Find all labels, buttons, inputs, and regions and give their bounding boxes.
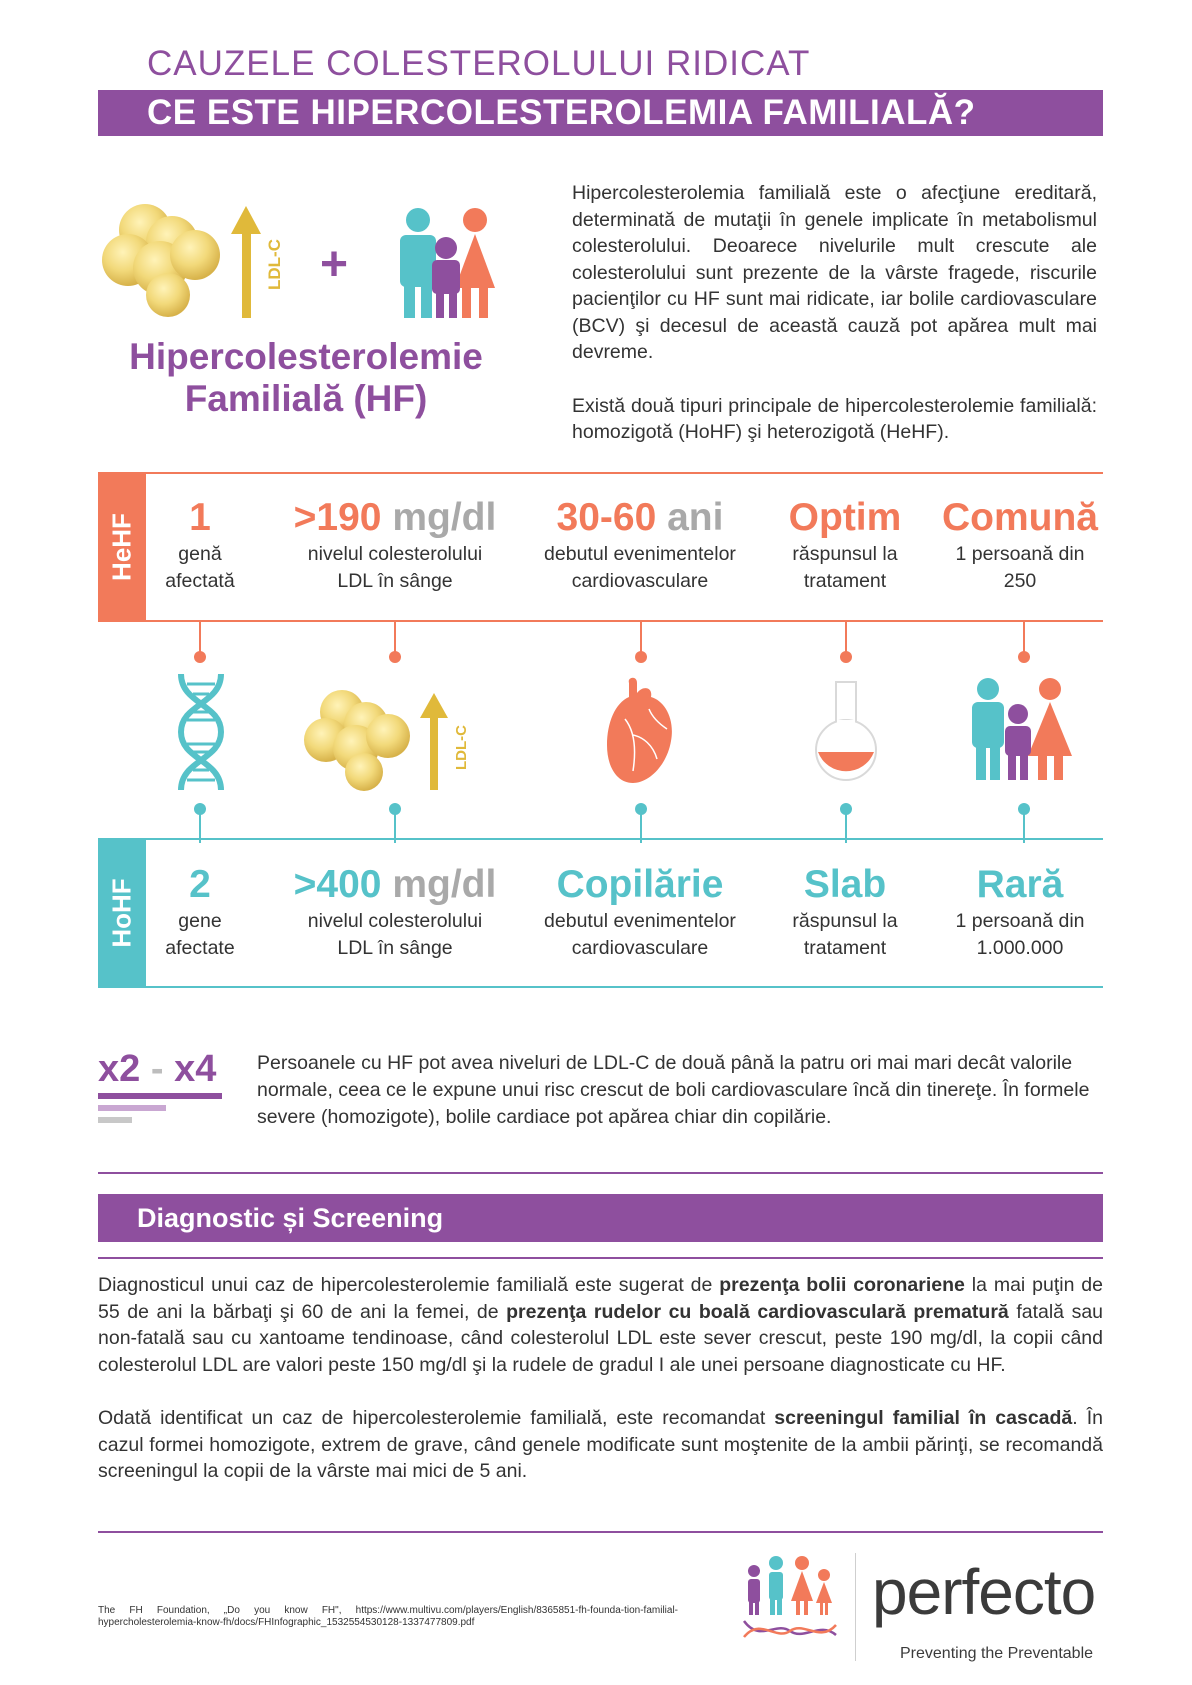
stat-value: >190 xyxy=(293,496,382,539)
multiplier-bar-lilac xyxy=(98,1105,166,1111)
stat-caption: LDL în sânge xyxy=(337,937,453,959)
stat-caption: nivelul colesterolului xyxy=(307,910,483,932)
pin-dot-orange xyxy=(1018,651,1030,663)
hehf-stat-prevalence xyxy=(935,495,1105,595)
text-run: fatală sau non-fatală sau cu xantoame tendinoase, când colesterolul LDL este sever crescut, peste 190 mg/dl, la copii când colesterolul LDL are valori peste 150 mg/dl şi la rudele de gradul I ale unei persoane diagnosticate cu HF. xyxy=(98,1300,1104,1376)
reference-note: The FH Foundation, „Do you know FH", https://www.multivu.com/players/English/8365851-fh-founda-tion-familial-hypercholesterolemia-know-fh/docs/FHInfographic_1532554530128-1337477809.pdf xyxy=(98,1605,678,1628)
hohf-stat-genes xyxy=(130,862,270,962)
multiplier-bar-grey xyxy=(98,1117,132,1123)
stat-value: >400 xyxy=(293,863,382,906)
stat-caption: genă xyxy=(178,543,222,565)
stat-value: 1 xyxy=(189,496,211,539)
page-kicker: CAUZELE COLESTEROLULUI RIDICAT xyxy=(147,44,811,83)
dna-icon xyxy=(173,670,229,794)
stat-caption: 1.000.000 xyxy=(976,937,1064,959)
family-icon xyxy=(400,208,495,318)
plus-icon: + xyxy=(320,238,349,291)
stat-caption: răspunsul la xyxy=(792,910,898,932)
text-run-bold: prezenţa bolii coronariene xyxy=(719,1274,965,1296)
multiplier-label xyxy=(98,1048,216,1091)
divider xyxy=(98,1531,1103,1533)
stat-unit: mg/dl xyxy=(381,863,497,906)
intro-text xyxy=(572,180,1097,473)
family-icon xyxy=(968,676,1076,784)
stat-unit: ani xyxy=(656,496,724,539)
stat-caption: 250 xyxy=(1003,570,1037,592)
arrow-up-icon xyxy=(231,206,261,318)
stat-caption: tratament xyxy=(803,937,887,959)
diagnostic-paragraph-1 xyxy=(98,1272,1103,1378)
hehf-rule-bottom xyxy=(146,620,1103,622)
diagnostic-paragraph-2 xyxy=(98,1405,1103,1485)
stat-value: 30-60 xyxy=(556,496,657,539)
divider xyxy=(98,1172,1103,1174)
perfecto-family-logo-icon xyxy=(740,1555,840,1645)
stat-caption: afectată xyxy=(165,570,235,592)
text-run-bold: prezenţa rudelor cu boală cardiovasculară prematură xyxy=(506,1300,1009,1323)
multiplier-bar-purple xyxy=(98,1093,222,1099)
stat-value: Comună xyxy=(942,496,1098,539)
logo-separator xyxy=(855,1553,856,1661)
pin-dot-orange xyxy=(389,651,401,663)
hohf-rule-top xyxy=(146,838,1103,840)
hohf-stat-ldl xyxy=(270,862,520,962)
stat-value: Slab xyxy=(803,863,887,906)
stat-caption: cardiovasculare xyxy=(571,570,709,592)
stat-caption: afectate xyxy=(165,937,235,959)
stat-caption: cardiovasculare xyxy=(571,937,709,959)
text-run-bold: screeningul familial în cascadă xyxy=(774,1407,1073,1429)
hehf-label: HeHF xyxy=(106,513,137,581)
pin-dot-orange xyxy=(194,651,206,663)
diagnostic-title: Diagnostic și Screening xyxy=(137,1203,444,1233)
perfecto-tagline: Preventing the Preventable xyxy=(900,1645,1094,1662)
hehf-stat-ldl xyxy=(270,495,520,595)
hf-title xyxy=(96,336,516,420)
multiplier-dash: - xyxy=(140,1048,175,1090)
stat-unit: mg/dl xyxy=(381,496,497,539)
text-run: . În cazul formei homozigote, extrem de grave, când genele modificate sunt moştenite de la ambii părinţi, se recomandă screeningul la copii de la vârste mai mici de 5 ani. xyxy=(98,1407,1103,1482)
hehf-stat-genes xyxy=(130,495,270,595)
pin-dot-orange xyxy=(635,651,647,663)
multiplier-low: x2 xyxy=(98,1048,141,1090)
cholesterol-cluster-icon xyxy=(102,204,220,317)
hero-illustration xyxy=(100,200,520,325)
stat-caption: 1 persoană din xyxy=(955,543,1085,565)
stat-caption: nivelul colesterolului xyxy=(307,543,483,565)
divider xyxy=(98,1257,1103,1259)
flask-icon xyxy=(812,680,880,784)
hf-title-line2: Familială (HF) xyxy=(184,378,428,419)
hohf-stat-onset xyxy=(520,862,760,962)
cholesterol-cluster-icon xyxy=(304,690,410,791)
ldl-label: LDL-C xyxy=(453,725,470,770)
hf-title-line1: Hipercolesterolemie xyxy=(129,336,483,377)
stat-caption: debutul evenimentelor xyxy=(544,543,736,565)
multiplier-high: x4 xyxy=(174,1048,217,1090)
stat-caption: debutul evenimentelor xyxy=(544,910,736,932)
hehf-stat-onset xyxy=(520,495,760,595)
hehf-rule-top xyxy=(146,472,1103,474)
hehf-stat-response xyxy=(770,495,920,595)
stat-caption: LDL în sânge xyxy=(337,570,453,592)
stat-caption: răspunsul la xyxy=(792,543,898,565)
stat-value: Rară xyxy=(976,863,1064,906)
stat-value: Copilărie xyxy=(556,863,724,906)
stat-value: 2 xyxy=(189,863,211,906)
arrow-up-icon xyxy=(420,693,448,790)
intro-paragraph-1: Hipercolesterolemia familială este o afecţiune ereditară, determinată de mutaţii în genele implicate în metabolismul colesterolului. Deoarece nivelurile mult crescute ale colesterolului sunt prezente de la vârste fragede, riscurile pacienţilor cu HF sunt mai ridicate, iar bolile cardiovasculare (BCV) şi decesul de această cauză pot apărea mult mai devreme. xyxy=(572,182,1097,363)
text-run: la mai puţin de 55 de ani la bărbaţi şi 60 de ani la femei, de xyxy=(98,1274,1103,1323)
hohf-stat-prevalence xyxy=(935,862,1105,962)
pin-dot-orange xyxy=(840,651,852,663)
ldl-label: LDL-C xyxy=(265,239,284,290)
hohf-stat-response xyxy=(770,862,920,962)
perfecto-logo: perfecto xyxy=(872,1556,1096,1628)
hohf-rule-bottom xyxy=(146,986,1103,988)
text-run: Odată identificat un caz de hipercolesterolemie familială, este recomandat xyxy=(98,1407,775,1429)
stat-caption: gene xyxy=(178,910,222,932)
ldl-cholesterol-icon xyxy=(302,688,492,796)
heart-icon xyxy=(603,675,677,787)
page-title: CE ESTE HIPERCOLESTEROLEMIA FAMILIALĂ? xyxy=(147,93,976,132)
text-run: Diagnosticul unui caz de hipercolesterolemie familială este sugerat de xyxy=(98,1274,720,1296)
multiplier-text: Persoanele cu HF pot avea niveluri de LDL-C de două până la patru ori mai mari decât valorile normale, ceea ce le expune unui risc crescut de boli cardiovasculare încă din tinereţe. În formele severe (homozigote), bolile cardiace pot apărea chiar din copilărie. xyxy=(257,1052,1090,1128)
intro-paragraph-2: Există două tipuri principale de hipercolesterolemie familială: homozigotă (HoHF) şi heterozigotă (HeHF). xyxy=(572,394,1097,443)
stat-caption: 1 persoană din xyxy=(955,910,1085,932)
stat-value: Optim xyxy=(788,496,902,539)
stat-caption: tratament xyxy=(803,570,887,592)
hohf-label: HoHF xyxy=(106,878,137,948)
